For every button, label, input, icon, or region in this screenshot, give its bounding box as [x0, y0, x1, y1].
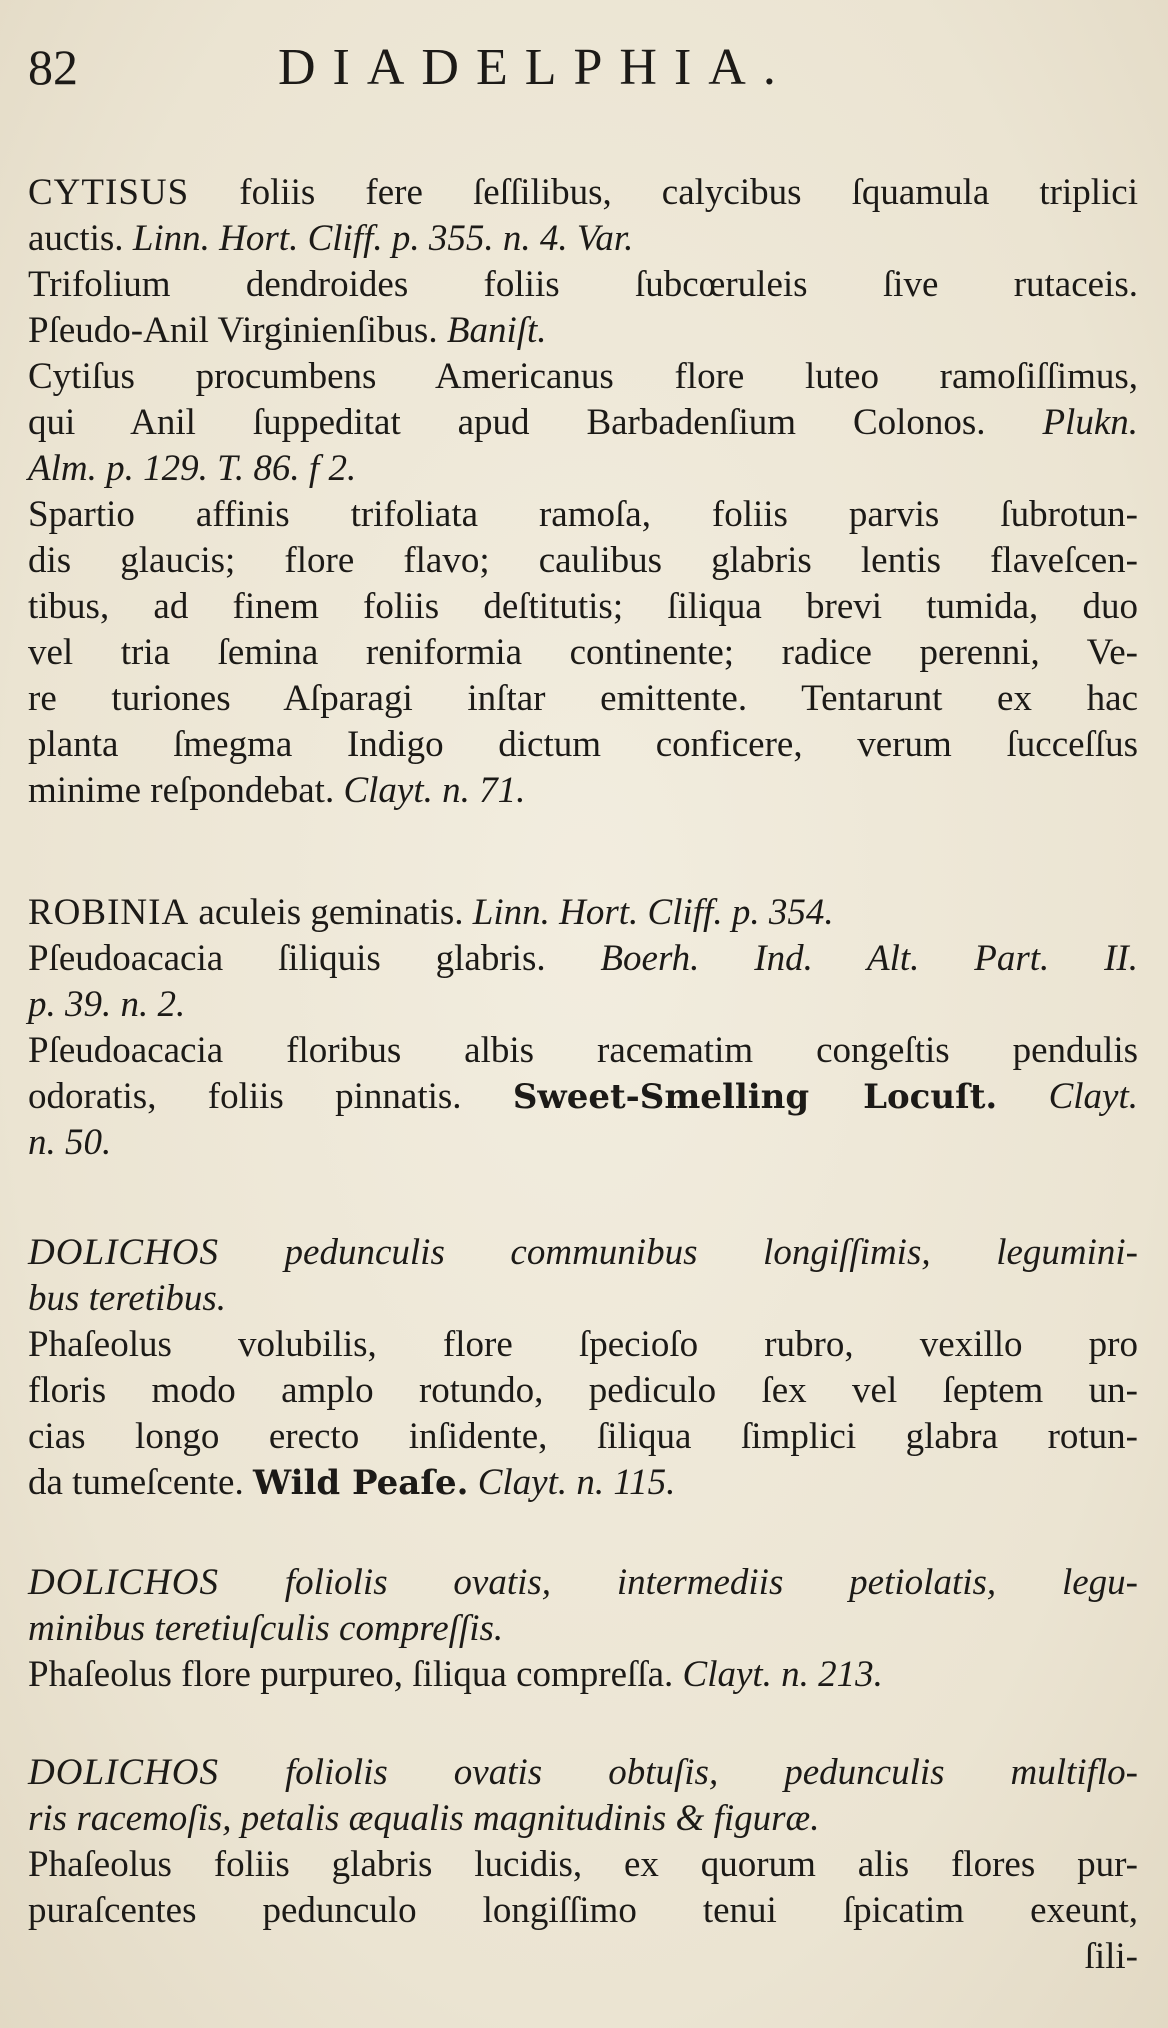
text-line: cias longo erecto inſidente, ſiliqua ſimplici glabra rotun- — [28, 1416, 1138, 1457]
text-line: ris racemoſis, petalis æqualis magnitudinis & figuræ. — [28, 1798, 820, 1839]
text-line: Phaſeolus flore purpureo, ſiliqua compreſſa. Clayt. n. 213. — [28, 1654, 883, 1695]
text-line: Alm. p. 129. T. 86. f 2. — [28, 448, 357, 489]
blackletter-common-name: Wild Peaſe. — [252, 1463, 469, 1503]
text-line: re turiones Aſparagi inſtar emittente. Tentarunt ex hac — [28, 678, 1138, 719]
text-line: n. 50. — [28, 1122, 112, 1163]
text-line: dis glaucis; flore flavo; caulibus glabris lentis flaveſcen- — [28, 540, 1138, 581]
text-line: puraſcentes pedunculo longiſſimo tenui ſpicatim exeunt, — [28, 1890, 1138, 1931]
text-line: Pſeudo-Anil Virginienſibus. Baniſt. — [28, 310, 547, 351]
blackletter-common-name: Sweet-Smelling Locuſt. — [512, 1077, 998, 1117]
entry-dolichos-2 — [28, 1560, 1138, 1698]
catchword: ſili- — [1084, 1936, 1138, 1977]
section-title: DIADELPHIA. — [278, 39, 793, 96]
text-line: tibus, ad finem foliis deſtitutis; ſiliqua brevi tumida, duo — [28, 586, 1138, 627]
text-line: Trifolium dendroides foliis ſubcœruleis ſive rutaceis. — [28, 264, 1138, 305]
text-line: Pſeudoacacia floribus albis racematim congeſtis pendulis — [28, 1030, 1138, 1071]
text-line: vel tria ſemina reniformia continente; radice perenni, Ve- — [28, 632, 1138, 673]
text-line: floris modo amplo rotundo, pediculo ſex vel ſeptem un- — [28, 1370, 1138, 1411]
text-line: auctis. Linn. Hort. Cliff. p. 355. n. 4. Var. — [28, 218, 634, 259]
page-number: 82 — [28, 39, 78, 95]
text-line: minibus teretiuſculis compreſſis. — [28, 1608, 504, 1649]
text-line: DOLICHOS foliolis ovatis, intermediis petiolatis, legu- — [28, 1562, 1138, 1603]
text-line: CYTISUS foliis fere ſeſſilibus, calycibus ſquamula triplici — [28, 172, 1138, 213]
text-line: Cytiſus procumbens Americanus flore luteo ramoſiſſimus, — [28, 356, 1138, 397]
text-line: qui Anil ſuppeditat apud Barbadenſium Colonos. Plukn. — [28, 402, 1138, 443]
text-line: p. 39. n. 2. — [28, 984, 186, 1025]
text-line: DOLICHOS pedunculis communibus longiſſimis, legumini- — [28, 1232, 1138, 1273]
text-line: ROBINIA aculeis geminatis. Linn. Hort. Cliff. p. 354. — [28, 892, 834, 933]
text-line: Phaſeolus volubilis, flore ſpecioſo rubro, vexillo pro — [28, 1324, 1138, 1365]
text-line: minime reſpondebat. Clayt. n. 71. — [28, 770, 526, 811]
text-line: planta ſmegma Indigo dictum conficere, verum ſucceſſus — [28, 724, 1138, 765]
entry-robinia — [28, 890, 1138, 1166]
entry-dolichos-3 — [28, 1750, 1138, 1980]
text-line: DOLICHOS foliolis ovatis obtuſis, pedunculis multiflo- — [28, 1752, 1138, 1793]
text-line: da tumeſcente. Wild Peaſe. Clayt. n. 115. — [28, 1462, 676, 1503]
text-line: Spartio affinis trifoliata ramoſa, foliis parvis ſubrotun- — [28, 494, 1138, 535]
entry-dolichos-1 — [28, 1230, 1138, 1506]
text-line: odoratis, foliis pinnatis. Sweet-Smelling Locuſt. Clayt. — [28, 1076, 1138, 1117]
entry-cytisus — [28, 170, 1138, 814]
text-line: Pſeudoacacia ſiliquis glabris. Boerh. Ind. Alt. Part. II. — [28, 938, 1138, 979]
text-line: Phaſeolus foliis glabris lucidis, ex quorum alis flores pur- — [28, 1844, 1138, 1885]
text-line: bus teretibus. — [28, 1278, 227, 1319]
running-head — [28, 30, 1128, 100]
